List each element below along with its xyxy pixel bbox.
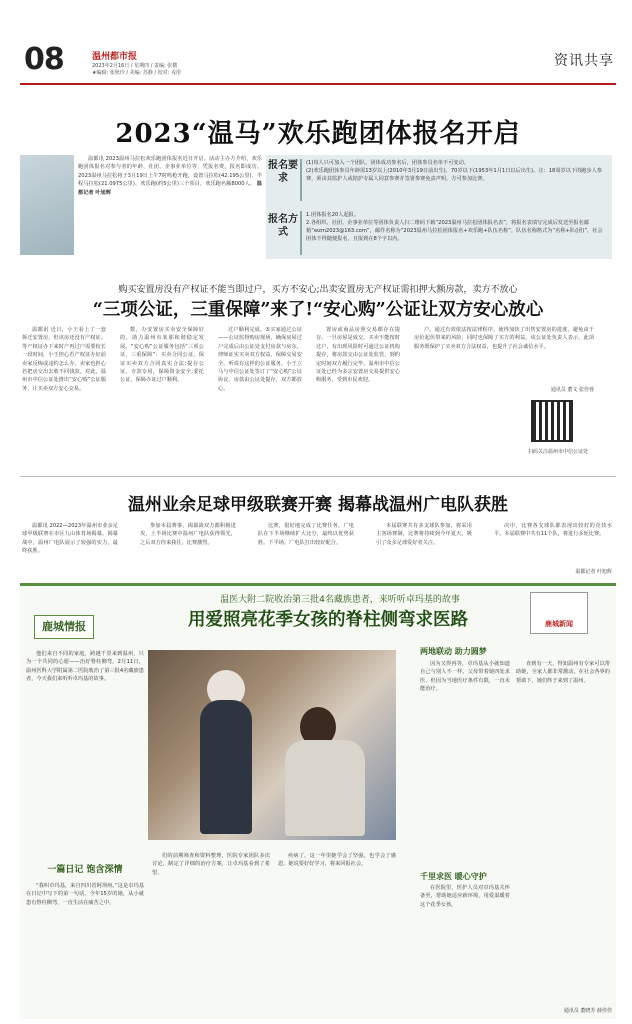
story4-subhead-3: 千里求医 暖心守护 [420,872,487,881]
qr-caption: 扫码关注温州市中信公证处 [527,449,588,455]
story2-column-5 [414,326,594,396]
story2-kicker: 购买安置房没有产权证不能当即过户，买方不安心;出卖安置房无产权证需扣押大额房款，卖方不放心 [118,285,518,295]
story2-column-1: 温都讯 近日，小王看上了一套拆迁安置房，但该房还没有产权证。等产权证办下来时产再过户需要较长一段时间，小王担心若产权证办好前卖家反悔或违约怎么办。卖家也担心若把房交出去收不回钱款。对此，温州市中信公证处推出“安心购”公证服务，让买卖双方安心交易。 [22,327,106,392]
story4-intro: 他们来自不同的家庭，跨越千里来到温州，只为一个共同的心愿——治好脊柱侧弯。2月11日，温州医科大学附属第二医院收治了第三批4名藏族患者，今天我们来听听卓玛基的故事。 [26,651,144,683]
editor-credits: ★编辑: 张秋玲 / 美编: 苏静 / 校对: 戎彤 [92,70,182,76]
story4-subhead-1: 一篇日记 饱含深情 [47,865,123,875]
story3-column-3: 比赛，很好地完成了比赛任务，广电队在下半场继续扩大比分，最终以优势获胜。下半场，广电队打出较好配合。 [258,523,354,546]
story1-lead [78,155,262,255]
story3-column-1: 温都讯 2022—2023年温州市业余足球甲级联赛在市区九山体育场揭幕。揭幕战中，温州广电队展示了较强的实力，最终获胜。 [22,523,118,555]
requirement-1: (1)每人只可加入一个团队，团体成功参名后，团体参员名单不可变动。 [306,160,469,166]
story1-lead-text: 温都讯 2023温州马拉松欢乐跑团体报名近日开启。活动主办方介绍，欢乐跑团体报名对参与者的年龄、社团、企事业单位等，凭报名费，报名即成功。2023温州马拉松将于3月19日上午7时鸣枪开跑，设置马拉松(42.195公里)、半程马拉松(21.0975公里)、欢乐跑(约5公里)三个项目，欢乐跑名额8000人。 [78,156,262,188]
story2-column-4: 置房或商品房照交易都存在提存。一旦房屋是成交，买卖不能按时过户，有出现风险时可通过公证机构提存，将房款交由公证处监管，到约定时间双方履行完毕。温州市中信公证处已经为多宗安置房交易提供安心购服务，受到市民欢迎。 [316,327,400,384]
doctor-figure [200,700,252,834]
story1-reporter: 温都记者 叶旭辉 [78,181,262,196]
story3-signature: 温都记者 叶旭辉 [575,569,612,575]
story3-column-4: 本届联赛共有多支球队参加，将采用主客场赛制，比赛将持续到今年夏天，吸引了众多足球爱好者关注。 [376,523,472,546]
page-header [20,42,616,82]
story3-column-5 [494,522,612,578]
section-divider [20,476,616,477]
method-2: 2.各组织、社团、企事业单位等团体负责人扫二维码下载“2023温州马拉松团体报名表”，将报名表填写完成后发送至报名邮箱“wzm2023@163.com”，邮件名称为“2023温州马拉松团体报名+欢乐跑+队伍名称”，队伍名称格式为“名称+队(团)”，社会团体不得随便报名，且报到在8个字以内。 [306,220,603,242]
method-1: 1.团体报名20人起报。 [306,212,360,218]
requirement-2: (2)欢乐跑团体参员年龄需13岁以上(2010年3月19日前出生)，70岁以下(1953年1月1日以后出生)。注：18周岁以下的跑步人参赛，须由其监护人或陪护专属人同意参赛并签署参赛免责声明，方可参加比赛。 [306,168,603,182]
method-divider [300,211,302,255]
story1-title: 2023“温马”欢乐跑团体报名开启 [115,119,521,149]
story4-subhead-2: 两地联动 助力圆梦 [420,647,487,656]
paper-name: 温州都市报 [92,52,138,62]
patient-figure [285,740,365,836]
story2-signature: 通讯员 董文 张佳蓉 [550,387,594,393]
page-number: 08 [24,42,64,77]
story2-column-3: 过户顺利完成。⑤买家通过公证——公证监督购房现场，确保房屋过户完成后由公证处支付房款与房东。律师证实买卖双方权益，保障交易安全。听说有这样的公证服务，小王立马与中信公证处签订了“安心购”公证协议，房款由公证处提存，双方都放心。 [218,327,302,392]
story4-body-2: 们的前期筛查和资料整理，医院专家团队多次讨论，制定了详细的治疗方案，让卓玛基看到了希望。 [152,853,270,876]
story4-body-1: “我叫卓玛基，来自四川省阿坝州。”这是卓玛基在日记中写下的第一句话。今年15岁的她，从小就患有脊柱侧弯，一直生活在痛苦之中。 [26,883,144,906]
requirement-divider [300,159,302,201]
story4-title: 用爱照亮花季女孩的脊柱侧弯求医路 [188,610,468,630]
header-rule [20,83,616,85]
story4-kicker: 温医大附二院收治第三批4名藏族患者，来听听卓玛基的故事 [220,595,460,605]
story3-column-2: 参加本届赛事，揭幕战双方都积极进攻，上半场比赛中温州广电队获得领先，之后双方你来我往，比赛激烈。 [140,523,236,546]
method-text [306,211,606,243]
issue-date: 2023年2月16日 / 星期四 / 责编: 张横 [92,63,178,69]
requirement-label: 报名要求 [268,160,298,184]
story4-body-4: 因为又得再等，卓玛基从小就知道自己与别人不一样。父母带着她四处求医，但因为当地医疗条件有限，一直未能治疗。 [420,661,510,693]
story4-body-3: 疾病了。这一年里她学会了坚强，也学会了感恩，她说要好好学习，将来回报社会。 [278,853,396,868]
column-title: 资讯共享 [554,53,614,69]
registration-box [266,155,612,259]
story2-column-2: 数，办安置房买卖安全保障好的，助力温州市某那和谐稳定发展。“安心购”公证服务包括“三项公证，三重保障”：买卖合同公证，保证买卖双方合同真实合法;提存公证，专款专用，保障资金安全;委托公证，保障办证过户顺利。 [120,327,204,384]
story3-column-5-text: 决中，比赛各支球队都表现出较好的竞技水平。本届联赛中共有11个队，将进行多轮比赛。 [494,523,612,538]
method-label: 报名方式 [268,214,298,238]
column-tag: 鹿城情报 [34,615,94,639]
story2-column-5-text: 户。通过有效依法按法律程序，使得加快了出售安置房的进度，避免由于房价起伏带来的风险，同时也保障了买方的利益。该公证处负责人表示，此项服务既保护了买卖双方合法权益，也提升了社会诚信水平。 [414,327,594,350]
column-logo: 鹿城新闻 [530,592,588,634]
story3-title: 温州业余足球甲级联赛开赛 揭幕战温州广电队获胜 [128,495,508,515]
requirement-text [306,159,606,183]
qr-code[interactable] [531,400,573,442]
story1-image [20,155,74,255]
story4-body-6: 在医院里，医护人员对卓玛基关怀备至，帮助她适应新环境，用爱温暖着这个花季女孩。 [420,885,510,908]
story4-signature: 通讯员 董晓芳 薛佳佳 [563,1008,612,1014]
story4-body-5: 直到有一天，得知温州有专家可以帮助她，全家人都非常激动。在社会各界的帮助下，她们终于来到了温州。 [516,661,610,684]
story2-title: “三项公证，三重保障”来了!“安心购”公证让双方安心放心 [92,300,544,320]
